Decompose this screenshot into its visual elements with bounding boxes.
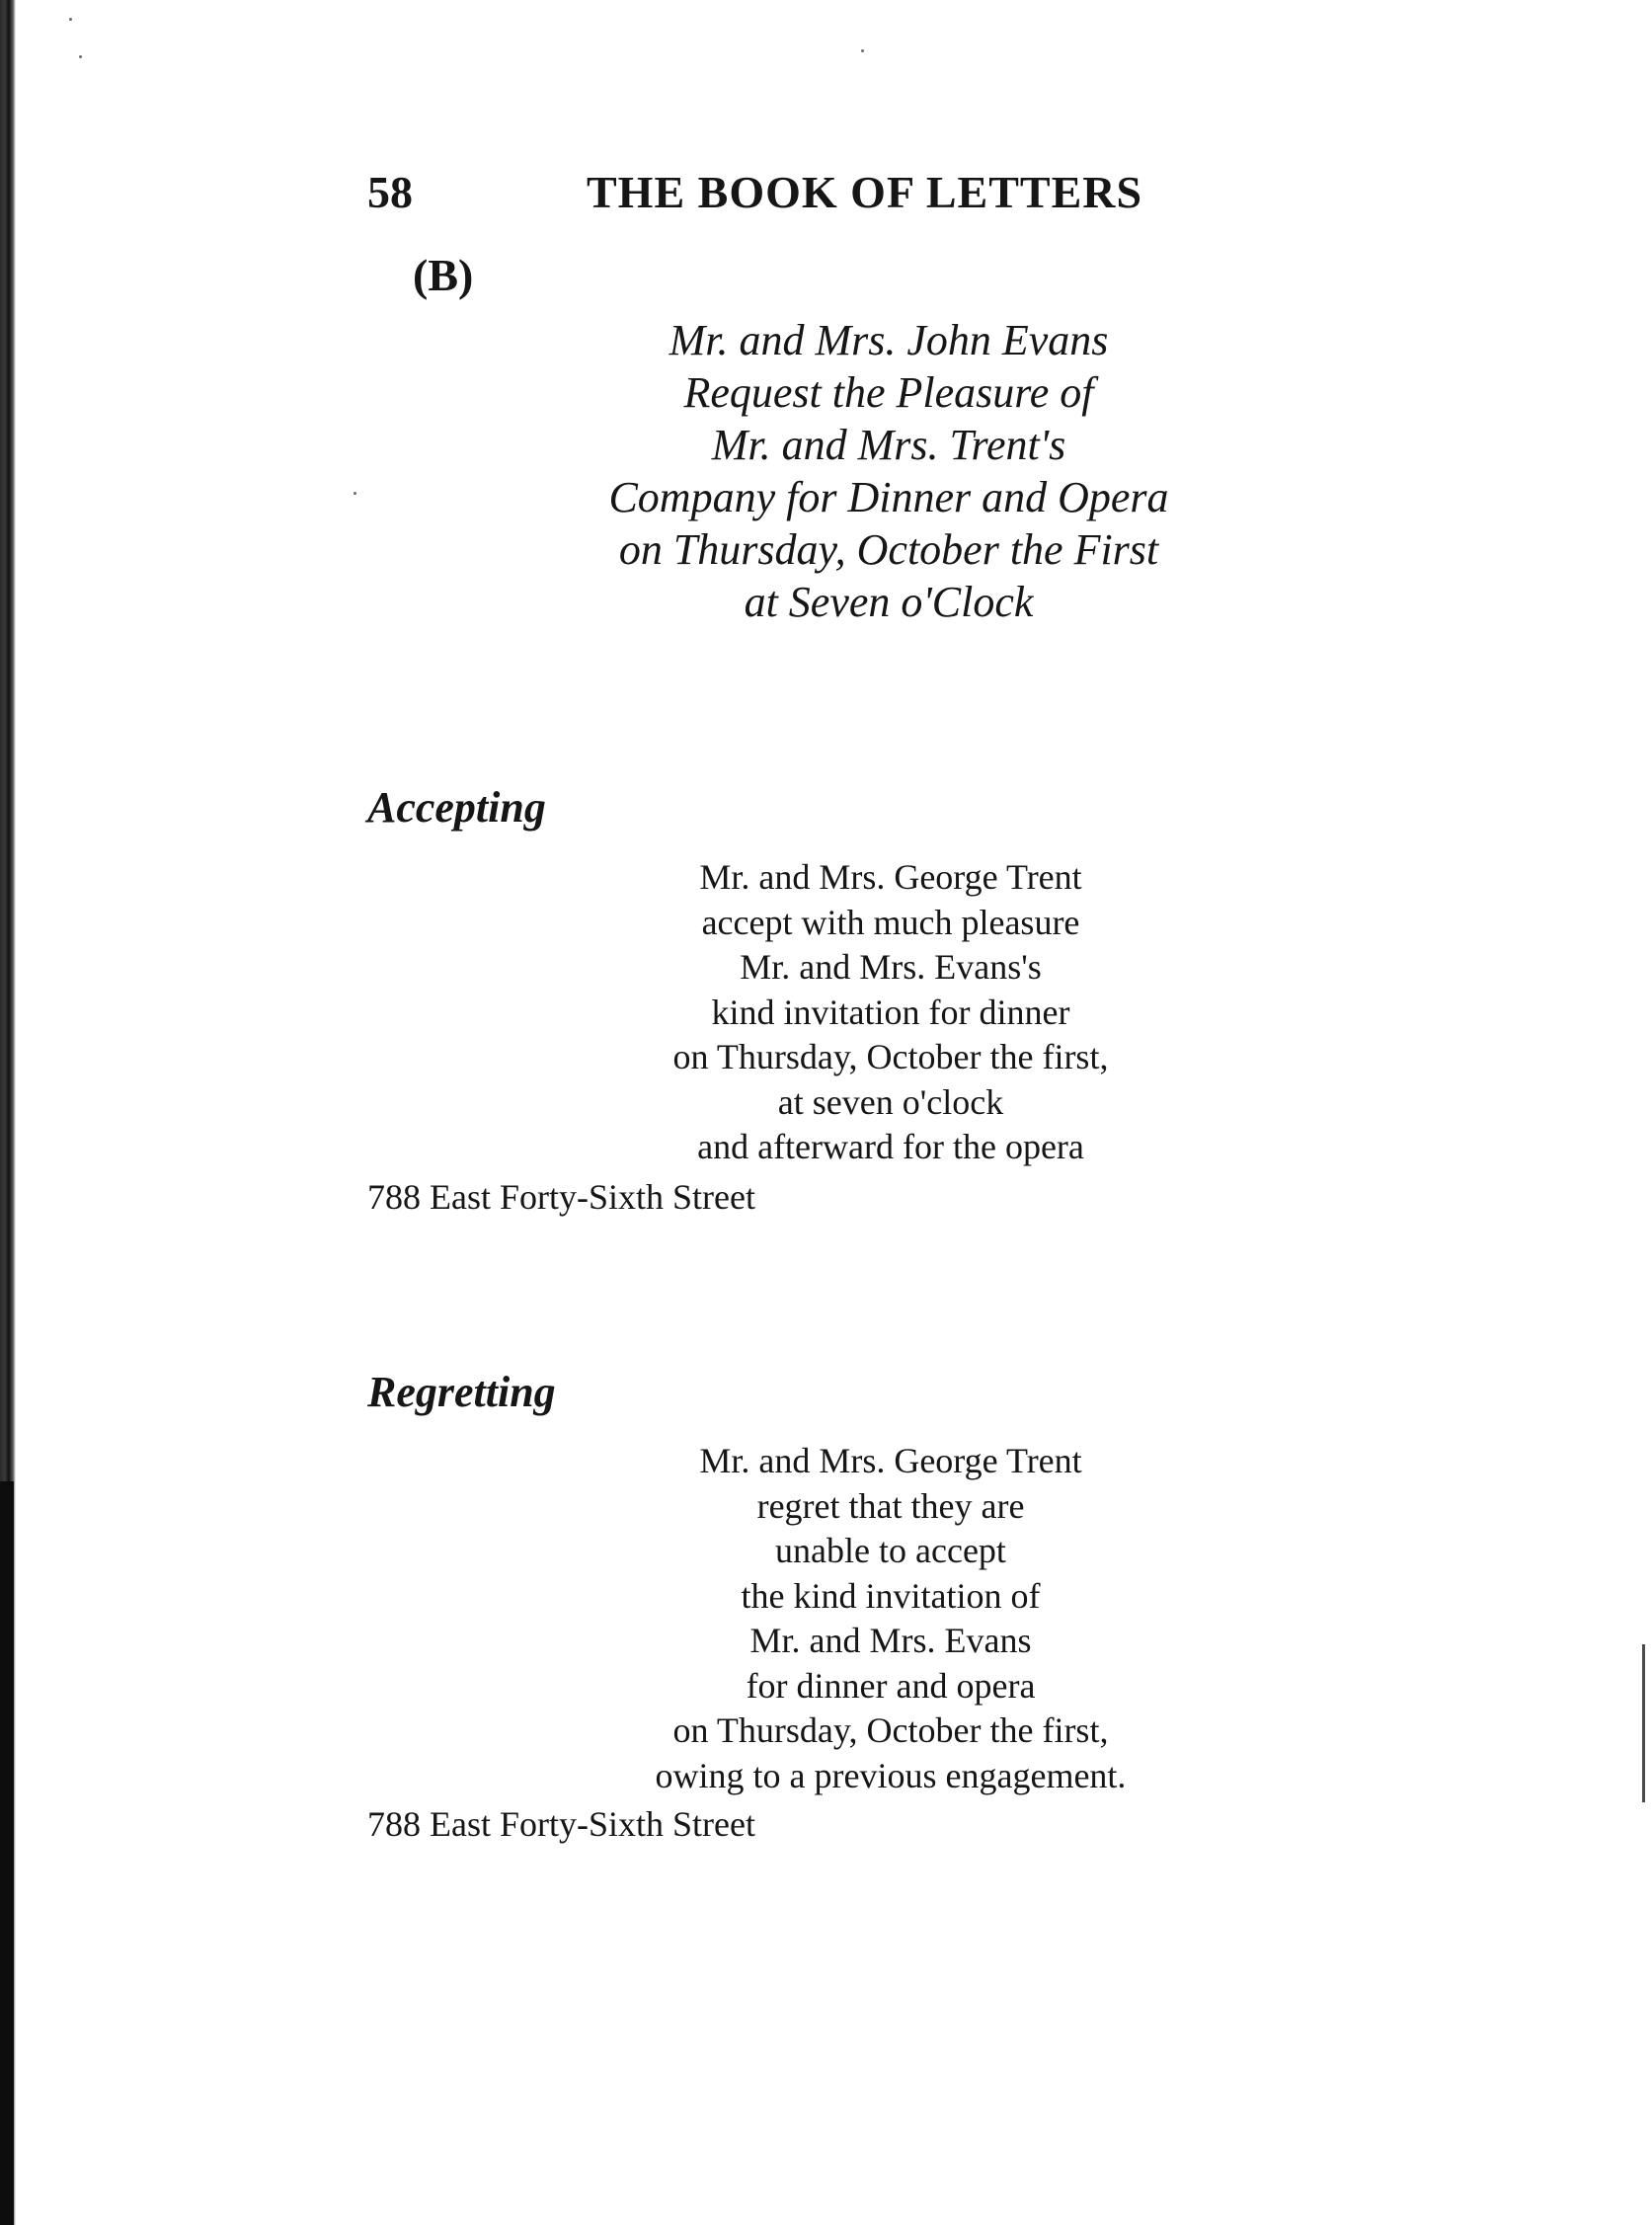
scan-speck — [354, 492, 356, 495]
scan-speck — [79, 55, 82, 58]
accepting-heading: Accepting — [367, 783, 546, 832]
reply-line: at seven o'clock — [777, 1081, 1004, 1122]
reply-line: kind invitation for dinner — [711, 992, 1070, 1032]
reply-line: Mr. and Mrs. Evans — [749, 1621, 1032, 1660]
invitation-line: at Seven o'Clock — [744, 578, 1034, 626]
reply-line: Mr. and Mrs. George Trent — [699, 857, 1082, 897]
reply-line: and afterward for the opera — [697, 1127, 1084, 1166]
reply-line: on Thursday, October the first, — [672, 1037, 1109, 1076]
section-label: (B) — [413, 250, 474, 300]
invitation-line: on Thursday, October the First — [618, 525, 1159, 574]
accepting-reply — [575, 855, 1207, 1170]
regretting-heading: Regretting — [367, 1368, 556, 1416]
invitation-line: Mr. and Mrs. Trent's — [711, 421, 1066, 469]
reply-line: Mr. and Mrs. George Trent — [699, 1441, 1082, 1480]
reply-line: unable to accept — [775, 1531, 1006, 1570]
reply-line: accept with much pleasure — [701, 902, 1080, 942]
invitation-line: Request the Pleasure of — [683, 368, 1094, 417]
invitation-line: Company for Dinner and Opera — [608, 473, 1169, 521]
scan-speck — [69, 18, 72, 21]
regretting-address: 788 East Forty-Sixth Street — [367, 1804, 755, 1844]
reply-line: Mr. and Mrs. Evans's — [740, 947, 1042, 987]
regretting-reply — [575, 1439, 1207, 1798]
book-title: THE BOOK OF LETTERS — [587, 167, 1143, 217]
page-number: 58 — [367, 167, 413, 217]
running-head — [367, 166, 1197, 225]
book-spine-shadow — [0, 1481, 14, 2225]
reply-line: the kind invitation of — [741, 1575, 1041, 1616]
reply-line: for dinner and opera — [746, 1665, 1036, 1706]
accepting-address: 788 East Forty-Sixth Street — [367, 1177, 755, 1217]
invitation-text — [553, 314, 1224, 628]
scan-speck — [861, 49, 864, 52]
reply-line: regret that they are — [756, 1485, 1025, 1526]
reply-line: on Thursday, October the first, — [672, 1710, 1109, 1750]
reply-line: owing to a previous engagement. — [655, 1755, 1127, 1795]
invitation-line: Mr. and Mrs. John Evans — [669, 316, 1109, 364]
scan-edge-mark — [1642, 1644, 1645, 1802]
